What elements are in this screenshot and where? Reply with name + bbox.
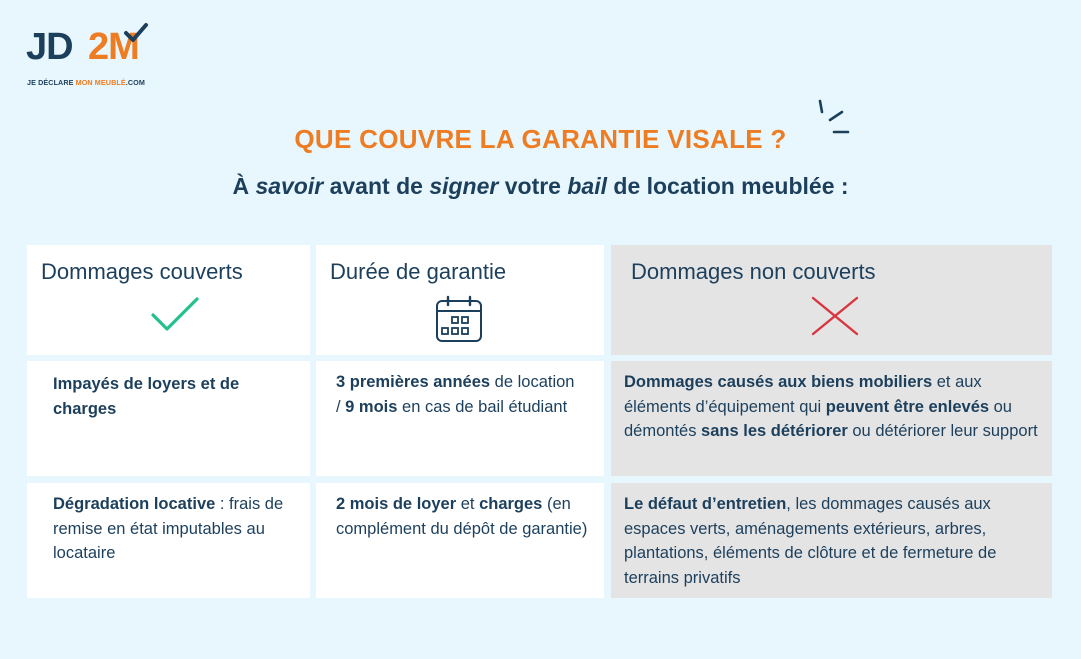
row2-duration-text2: (en complément du dépôt de garantie) [336, 495, 588, 538]
row1-not-covered-bold1: Dommages causés aux biens mobiliers [624, 373, 933, 391]
row1-covered-text [53, 372, 293, 421]
row1-not-covered-text [624, 370, 1039, 444]
checkmark-icon [149, 295, 201, 335]
logo-tagline-part3: .COM [125, 78, 145, 87]
logo-tagline [27, 78, 145, 87]
row2-duration-cell [316, 483, 604, 598]
logo-name-part2: 2M [88, 26, 139, 68]
logo-wordmark [26, 22, 161, 68]
subtitle-part6: bail [567, 173, 607, 199]
row1-not-covered-text2: ou démontés [624, 397, 1012, 440]
row2-covered-text1: : frais de remise en état imputables au locataire [53, 495, 284, 562]
row1-covered-bold1: Impayés de loyers et de charges [53, 375, 240, 418]
row2-not-covered-bold1: Le défaut d’entretien [624, 495, 787, 513]
row2-duration-bold2: charges [479, 495, 543, 513]
column-header-covered: Dommages couverts [41, 259, 243, 284]
header-cell-covered [27, 245, 310, 355]
row1-duration-bold1: 3 premières années [336, 373, 491, 391]
logo-check-icon [123, 22, 149, 44]
row2-covered-bold1: Dégradation locative [53, 495, 216, 513]
logo-name-part1: JD [26, 26, 73, 68]
subtitle-part2: savoir [255, 173, 324, 199]
page-subtitle [0, 173, 1081, 200]
logo-tagline-part2: MON MEUBLÉ [75, 78, 126, 87]
row1-not-covered-bold3: sans les détériorer [701, 422, 848, 440]
row2-duration-text1: et [456, 495, 480, 513]
subtitle-part3: avant de [323, 173, 430, 199]
row2-not-covered-text [624, 492, 1039, 590]
row1-duration-text1: de location / [336, 373, 575, 416]
logo-tagline-part1: JE DÉCLARE [27, 78, 76, 87]
row1-duration-cell [316, 361, 604, 476]
row1-duration-text [336, 370, 576, 419]
header-cell-duration [316, 245, 604, 355]
jd2m-logo[interactable] [26, 22, 161, 92]
row2-duration-bold1: 2 mois de loyer [336, 495, 457, 513]
row1-not-covered-text3: ou détériorer leur support [847, 422, 1038, 440]
subtitle-part1: À [232, 173, 256, 199]
sparkle-icon [812, 98, 854, 138]
row1-not-covered-text1: et aux éléments d’équipement qui [624, 373, 982, 416]
row2-duration-text [336, 492, 591, 541]
page-title: QUE COUVRE LA GARANTIE VISALE ? [294, 124, 787, 154]
row1-duration-text2: en cas de bail étudiant [397, 397, 568, 416]
cross-icon [809, 295, 861, 337]
row2-covered-cell [27, 483, 310, 598]
column-header-duration: Durée de garantie [330, 259, 507, 284]
row2-not-covered-text1: , les dommages causés aux espaces verts, aménagements extérieurs, arbres, plantations, éléments de clôture et de fermeture de terrains privatifs [624, 495, 997, 587]
calendar-icon [434, 295, 484, 345]
row2-covered-text [53, 492, 303, 566]
row1-covered-cell [27, 361, 310, 476]
subtitle-part4: signer [429, 173, 499, 199]
subtitle-part5: votre [498, 173, 568, 199]
row1-not-covered-cell [611, 361, 1052, 476]
row2-not-covered-cell [611, 483, 1052, 598]
header-cell-not-covered [611, 245, 1052, 355]
row1-not-covered-bold2: peuvent être enlevés [825, 397, 990, 416]
row1-duration-bold2: 9 mois [345, 397, 398, 416]
column-header-not-covered: Dommages non couverts [631, 259, 876, 284]
subtitle-part7: de location meublée : [607, 173, 849, 199]
